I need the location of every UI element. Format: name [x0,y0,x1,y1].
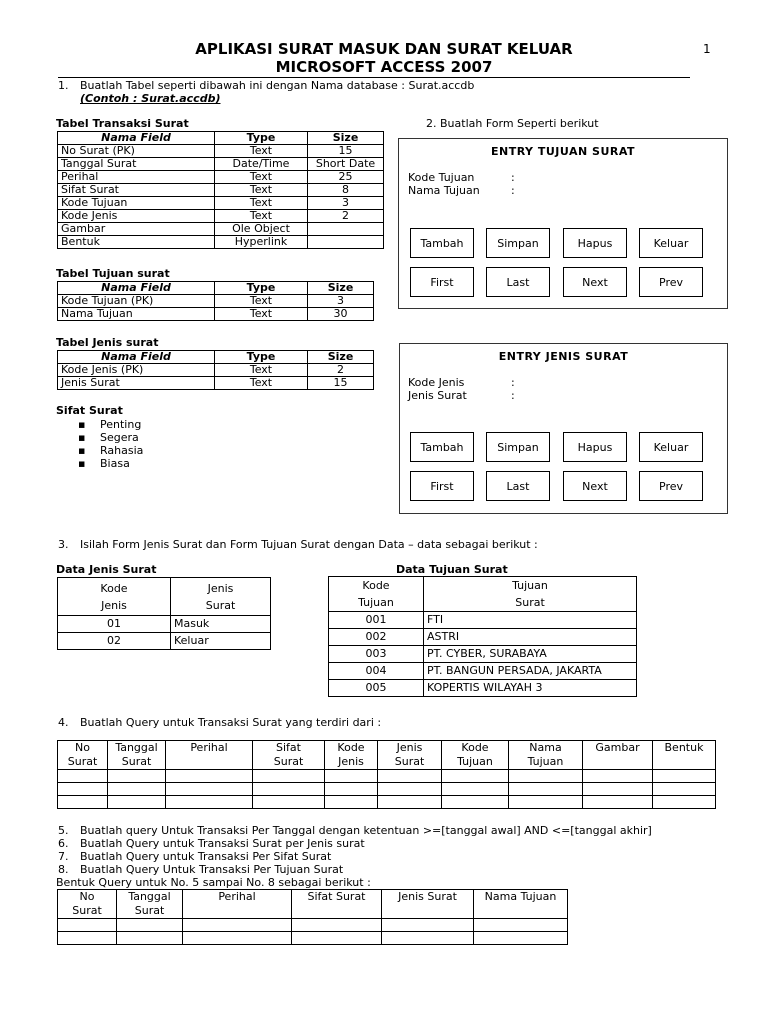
table-cell: 3 [308,295,374,308]
table-cell: 005 [329,680,424,697]
item7-number: 7. [58,850,69,863]
item2-text: 2. Buatlah Form Seperti berikut [426,117,599,130]
table-header: Nama Field [58,282,215,295]
table-cell: Hyperlink [215,236,308,249]
table-cell: 15 [308,145,384,158]
sifat-surat-title: Sifat Surat [56,404,123,417]
header-line2: Surat [273,755,304,768]
table-row [58,364,374,377]
table-row [329,629,637,646]
header-line2: Surat [121,755,152,768]
table-cell: Kode Jenis [58,210,215,223]
table-header: Nama Field [58,132,215,145]
table-cell [308,236,384,249]
hapus-button[interactable]: Hapus [563,432,627,462]
header-line1: Perihal [190,741,228,754]
tambah-button[interactable]: Tambah [410,432,474,462]
header-line1: Perihal [218,890,256,903]
sifat-surat-list [78,418,143,470]
table-header: Size [308,351,374,364]
simpan-button[interactable]: Simpan [486,228,550,258]
table-row [58,932,568,945]
header-line1: Bentuk [664,741,704,754]
table-row [58,616,271,633]
next-button[interactable]: Next [563,267,627,297]
form-title: ENTRY TUJUAN SURAT [490,145,636,158]
list-item: ▪ Rahasia [78,444,143,457]
header-line1: Jenis Surat [398,890,457,903]
hapus-button[interactable]: Hapus [563,228,627,258]
header-line1: Kode [461,741,489,754]
header-line1: No [79,890,95,903]
header-tujuan-line2: Surat [515,596,545,609]
table-cell: PT. BANGUN PERSADA, JAKARTA [424,663,637,680]
table-row [329,646,637,663]
item4-number: 4. [58,716,69,729]
table-cell: FTI [424,612,637,629]
tabel-transaksi-title: Tabel Transaksi Surat [56,117,189,130]
list-item: ▪ Biasa [78,457,143,470]
table-cell: 003 [329,646,424,663]
data-jenis-title: Data Jenis Surat [56,563,157,576]
form-entry-tujuan [398,138,728,309]
field-colon: : [511,171,515,184]
table-row [58,184,384,197]
header-line1: Jenis [396,741,423,754]
header-line2: Surat [394,755,425,768]
header-jenis-line2: Surat [205,598,236,612]
table-cell: 004 [329,663,424,680]
header-line2: Tujuan [527,755,564,768]
table-header: Size [308,282,374,295]
table-cell: 001 [329,612,424,629]
query-transaksi-table [57,740,716,809]
header-kode-line1: Kode [100,581,128,595]
table-row [58,236,384,249]
item5-text: Buatlah query Untuk Transaksi Per Tanggal dengan ketentuan >=[tanggal awal] AND <=[tanggal akhir] [80,824,652,837]
table-cell: 8 [308,184,384,197]
table-cell: KOPERTIS WILAYAH 3 [424,680,637,697]
tambah-button[interactable]: Tambah [410,228,474,258]
table-cell: Kode Tujuan [58,197,215,210]
table-row [329,612,637,629]
table-cell: Text [215,197,308,210]
table-cell: Gambar [58,223,215,236]
field-label-nama-tujuan: Nama Tujuan [408,184,480,197]
item7-text: Buatlah Query untuk Transaksi Per Sifat Surat [80,850,332,863]
header-line1: Tanggal [128,890,171,903]
item8-text: Buatlah Query Untuk Transaksi Per Tujuan Surat [80,863,344,876]
table-cell: Masuk [171,616,271,633]
last-button[interactable]: Last [486,471,550,501]
table-cell: Text [215,171,308,184]
item3-number: 3. [58,538,69,551]
header-line1: No [75,741,90,754]
header-line1: Sifat Surat [307,890,366,903]
table-cell: Sifat Surat [58,184,215,197]
next-button[interactable]: Next [563,471,627,501]
tabel-jenis [57,350,374,390]
prev-button[interactable]: Prev [639,267,703,297]
table-cell: Tanggal Surat [58,158,215,171]
tabel-tujuan [57,281,374,321]
header-line1: Kode [337,741,365,754]
header-line1: Tanggal [115,741,158,754]
table-cell: 01 [58,616,171,633]
field-label-kode-jenis: Kode Jenis [408,376,465,389]
table-cell: Text [215,308,308,321]
item1-number: 1. [58,79,69,92]
table-cell: Bentuk [58,236,215,249]
table-row [58,171,384,184]
table-cell [308,223,384,236]
table-cell: Text [215,295,308,308]
table-cell: PT. CYBER, SURABAYA [424,646,637,663]
tabel-tujuan-title: Tabel Tujuan surat [56,267,170,280]
item4-text: Buatlah Query untuk Transaksi Surat yang terdiri dari : [80,716,382,729]
table-row [58,783,716,796]
table-cell: 002 [329,629,424,646]
header-kode-line1: Kode [362,579,390,592]
form-title: ENTRY JENIS SURAT [498,350,629,363]
table-cell: 15 [308,377,374,390]
table-row [58,308,374,321]
header-line1: Nama [529,741,562,754]
header-tujuan-line1: Tujuan [512,579,548,592]
table-cell: Date/Time [215,158,308,171]
table-header: Size [308,132,384,145]
table-cell: Text [215,184,308,197]
doc-title-line1: APLIKASI SURAT MASUK DAN SURAT KELUAR [195,40,573,58]
first-button[interactable]: First [410,267,474,297]
table-cell: 30 [308,308,374,321]
table-row [58,223,384,236]
table-cell: 25 [308,171,384,184]
table-cell: Keluar [171,633,271,650]
table-row [58,210,384,223]
table-row [58,796,716,809]
table-cell: Kode Tujuan (PK) [58,295,215,308]
bentuk-query-table [57,889,568,945]
item1-text: Buatlah Tabel seperti dibawah ini dengan Nama database : Surat.accdb [80,79,475,92]
field-colon: : [511,184,515,197]
table-cell: Ole Object [215,223,308,236]
item6-text: Buatlah Query untuk Transaksi Surat per Jenis surat [80,837,365,850]
table-cell: Text [215,364,308,377]
table-cell: Text [215,145,308,158]
data-jenis-table [57,577,271,650]
table-cell: Text [215,377,308,390]
table-header: Nama Field [58,351,215,364]
table-row [329,680,637,697]
header-rule [58,77,690,78]
table-row [58,158,384,171]
table-cell: 3 [308,197,384,210]
table-cell: ASTRI [424,629,637,646]
header-line1: Sifat [276,741,301,754]
keluar-button[interactable]: Keluar [639,432,703,462]
page-number: 1 [703,42,711,56]
header-line2: Tujuan [457,755,493,768]
table-row [58,145,384,158]
table-row [58,295,374,308]
field-colon: : [511,376,515,389]
table-cell: Kode Jenis (PK) [58,364,215,377]
table-cell: Text [215,210,308,223]
table-cell: Nama Tujuan [58,308,215,321]
item8-number: 8. [58,863,69,876]
list-item: ▪ Penting [78,418,143,431]
table-cell: Perihal [58,171,215,184]
field-colon: : [511,389,515,402]
last-button[interactable]: Last [486,267,550,297]
tabel-transaksi [57,131,384,249]
field-label-jenis-surat: Jenis Surat [408,389,467,402]
header-kode-line2: Jenis [101,598,127,612]
header-jenis-line1: Jenis [207,581,234,595]
item3-text: Isilah Form Jenis Surat dan Form Tujuan Surat dengan Data – data sebagai berikut : [80,538,538,551]
header-line2: Surat [67,755,98,768]
bentuk-query-text: Bentuk Query untuk No. 5 sampai No. 8 sebagai berikut : [56,876,371,889]
simpan-button[interactable]: Simpan [486,432,550,462]
item6-number: 6. [58,837,69,850]
data-tujuan-title: Data Tujuan Surat [396,563,508,576]
field-label-kode-tujuan: Kode Tujuan [408,171,475,184]
header-kode-line2: Tujuan [358,596,394,609]
first-button[interactable]: First [410,471,474,501]
table-cell: 2 [308,210,384,223]
table-header: Type [215,351,308,364]
table-row [58,197,384,210]
header-line2: Surat [134,904,165,917]
table-row [58,770,716,783]
table-cell: No Surat (PK) [58,145,215,158]
header-line2: Jenis [338,755,364,768]
keluar-button[interactable]: Keluar [639,228,703,258]
data-tujuan-table [328,576,637,697]
item1-example: (Contoh : Surat.accdb) [80,92,221,105]
table-row [58,919,568,932]
table-cell: 2 [308,364,374,377]
header-line1: Nama Tujuan [484,890,557,903]
prev-button[interactable]: Prev [639,471,703,501]
table-cell: 02 [58,633,171,650]
form-entry-jenis [399,343,728,514]
table-row [58,633,271,650]
header-line1: Gambar [595,741,640,754]
list-item: ▪ Segera [78,431,143,444]
doc-title-line2: MICROSOFT ACCESS 2007 [275,58,493,76]
table-cell: Jenis Surat [58,377,215,390]
table-cell: Short Date [308,158,384,171]
tabel-jenis-title: Tabel Jenis surat [56,336,159,349]
table-header: Type [215,132,308,145]
table-header: Type [215,282,308,295]
header-line2: Surat [72,904,102,917]
table-row [58,377,374,390]
item5-number: 5. [58,824,69,837]
table-row [329,663,637,680]
